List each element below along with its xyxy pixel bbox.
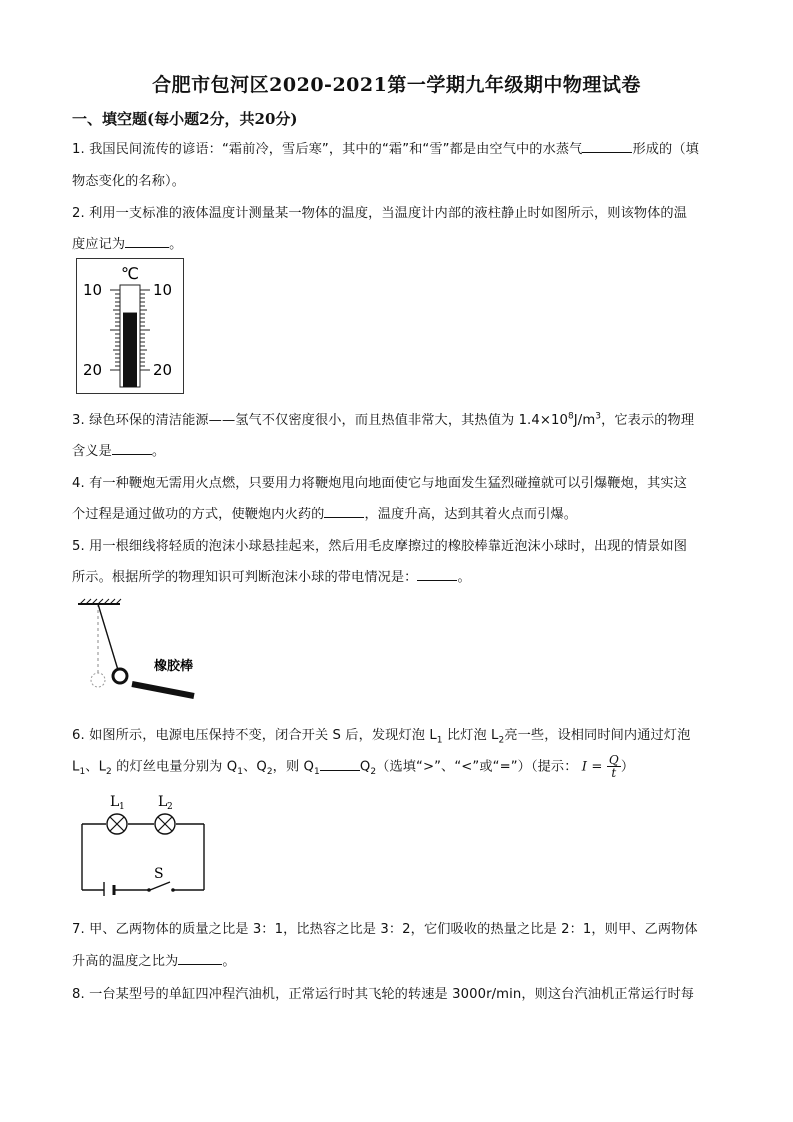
q3-blank[interactable] bbox=[112, 442, 152, 455]
formula-fraction bbox=[607, 754, 621, 779]
q5-line-1: 5. 用一根细线将轻质的泡沫小球悬挂起来，然后用毛皮摩擦过的橡胶棒靠近泡沫小球时，出现的情景如图 bbox=[72, 539, 688, 554]
q2-line-1: 2. 利用一支标准的液体温度计测量某一物体的温度，当温度计内部的液柱静止时如图所示，则该物体的温 bbox=[72, 206, 688, 221]
q1-line-1 bbox=[72, 138, 699, 157]
rubber-rod bbox=[132, 684, 194, 696]
q6-q1-sub: 1 bbox=[237, 767, 244, 778]
label-l1: L bbox=[110, 794, 120, 810]
thermometer-figure bbox=[76, 258, 184, 394]
label-l2: L bbox=[158, 794, 168, 810]
q1-text-b: 形成的（填 bbox=[632, 142, 699, 157]
q6-text-b8: ） bbox=[620, 759, 635, 775]
thermometer-svg bbox=[77, 259, 183, 393]
pendulum-svg bbox=[76, 598, 206, 706]
q5-blank[interactable] bbox=[417, 568, 457, 581]
q3-text-end: 。 bbox=[151, 444, 166, 459]
q6-sub-2: 2 bbox=[498, 735, 505, 746]
q4-line-2 bbox=[72, 503, 577, 522]
circuit-figure bbox=[76, 790, 212, 896]
q6-l2: 、L bbox=[85, 759, 107, 775]
q6-text-b4: 、Q bbox=[243, 759, 267, 775]
pendulum-figure bbox=[76, 598, 206, 706]
q4-blank[interactable] bbox=[324, 505, 364, 518]
q3-text-b: 含义是 bbox=[72, 444, 112, 459]
q2-blank[interactable] bbox=[125, 235, 169, 248]
section-heading: 一、填空题(每小题2分，共20分) bbox=[72, 110, 298, 128]
label-l1-sub: 1 bbox=[119, 802, 125, 812]
q4-text-b: 个过程是通过做功的方式，使鞭炮内火药的 bbox=[72, 507, 325, 522]
tick-label-top-right: 10 bbox=[153, 281, 173, 299]
q6-sub-1: 1 bbox=[436, 735, 443, 746]
q6-text-a: 6. 如图所示，电源电压保持不变，闭合开关 S 后，发现灯泡 L bbox=[72, 728, 437, 743]
q6-l1-sub: 1 bbox=[79, 767, 86, 778]
q6-q2b-sub: 2 bbox=[370, 767, 377, 778]
page-title: 合肥市包河区2020-2021第一学期九年级期中物理试卷 bbox=[152, 74, 641, 96]
foam-ball bbox=[113, 669, 127, 683]
original-ball-position bbox=[91, 673, 105, 687]
lamp-l1 bbox=[107, 814, 127, 834]
q6-text-mid: 比灯泡 L bbox=[442, 728, 499, 743]
label-switch: S bbox=[154, 866, 164, 882]
q6-text-b3: 的灯丝电量分别为 Q bbox=[111, 759, 238, 775]
q6-text-b5: ，则 Q bbox=[272, 759, 315, 775]
q3-text-a3: ，它表示的物理 bbox=[601, 413, 695, 428]
q6-text-b7: （选填“>”、“<”或“=”）（提示： bbox=[376, 759, 578, 775]
q7-text-b: 升高的温度之比为 bbox=[72, 954, 179, 969]
formula-denominator: t bbox=[611, 766, 617, 780]
thermometer-unit: ℃ bbox=[121, 264, 139, 283]
q1-text-a: 1. 我国民间流传的谚语：“霜前冷，雪后寒”，其中的“霜”和“雪”都是由空气中的水蒸气 bbox=[72, 142, 583, 157]
q6-line-2 bbox=[72, 754, 634, 779]
circuit-svg bbox=[76, 790, 212, 896]
q7-text-end: 。 bbox=[222, 954, 236, 969]
q6-line-1 bbox=[72, 724, 690, 746]
q4-line-1: 4. 有一种鞭炮无需用火点燃，只要用力将鞭炮甩向地面使它与地面发生猛烈碰撞就可以引爆鞭炮，其实这 bbox=[72, 476, 688, 491]
tick-label-top-left: 10 bbox=[83, 281, 103, 299]
q6-l2-sub: 2 bbox=[106, 767, 112, 778]
deflected-thread bbox=[98, 604, 118, 670]
q3-text-a: 3. 绿色环保的清洁能源——氢气不仅密度很小，而且热值非常大，其热值为 1.4×10 bbox=[72, 413, 568, 428]
formula-numerator: Q bbox=[608, 753, 619, 767]
q3-line-2 bbox=[72, 440, 165, 459]
tick-label-bottom-right: 20 bbox=[153, 361, 173, 379]
q6-text-b6: Q bbox=[359, 759, 371, 775]
q3-unit: J/m bbox=[573, 413, 596, 428]
liquid-column bbox=[123, 313, 137, 387]
q6-q1b-sub: 1 bbox=[314, 767, 320, 778]
q2-line-2 bbox=[72, 233, 182, 252]
circuit-wires bbox=[82, 824, 204, 890]
q8-line-1: 8. 一台某型号的单缸四冲程汽油机，正常运行时其飞轮的转速是 3000r/min，则这台汽油机正常运行时每 bbox=[72, 987, 695, 1002]
q4-text-end: ，温度升高，达到其着火点而引爆。 bbox=[364, 507, 578, 522]
q7-line-1: 7. 甲、乙两物体的质量之比是 3：1，比热容之比是 3：2，它们吸收的热量之比是 2：1，则甲、乙两物体 bbox=[72, 922, 698, 937]
rubber-rod-label: 橡胶棒 bbox=[154, 659, 194, 674]
q2-text-b: 度应记为 bbox=[72, 237, 126, 252]
q1-blank[interactable] bbox=[582, 140, 632, 153]
q5-text-b: 所示。根据所学的物理知识可判断泡沫小球的带电情况是： bbox=[72, 570, 418, 585]
battery bbox=[104, 882, 114, 896]
q6-l1: L bbox=[72, 759, 80, 775]
q3-line-1 bbox=[72, 409, 694, 428]
q6-q2-sub: 2 bbox=[266, 767, 273, 778]
label-l2-sub: 2 bbox=[167, 802, 173, 812]
q5-text-end: 。 bbox=[457, 570, 471, 585]
formula-lhs: I = bbox=[581, 759, 603, 775]
lamp-l2 bbox=[155, 814, 175, 834]
q1-line-2: 物态变化的名称）。 bbox=[72, 174, 185, 189]
q3-unit-exponent: 3 bbox=[595, 411, 602, 422]
tick-label-bottom-left: 20 bbox=[83, 361, 103, 379]
q2-text-end: 。 bbox=[169, 237, 183, 252]
q6-blank[interactable] bbox=[320, 758, 360, 771]
switch-s bbox=[147, 882, 175, 892]
q3-exponent: 8 bbox=[567, 411, 574, 422]
q7-blank[interactable] bbox=[178, 952, 222, 965]
q6-text-end: 亮一些，设相同时间内通过灯泡 bbox=[504, 728, 691, 743]
q5-line-2 bbox=[72, 566, 471, 585]
q7-line-2 bbox=[72, 950, 236, 969]
